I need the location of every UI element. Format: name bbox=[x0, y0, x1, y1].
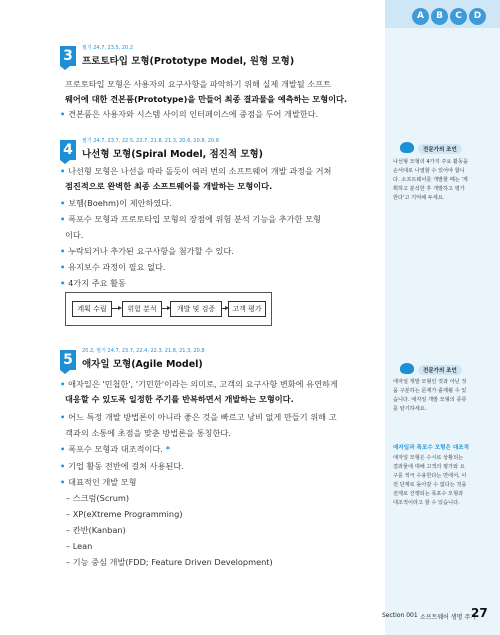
footer-section-label: Section 001 bbox=[382, 612, 418, 619]
diagram-step-development: 개발 및 검증 bbox=[170, 301, 222, 317]
expert-avatar-icon bbox=[400, 363, 414, 374]
tab-c: C bbox=[450, 8, 467, 25]
dev-model-item: – 칸반(Kanban) bbox=[66, 525, 126, 535]
section-3-number: 3 bbox=[60, 46, 76, 66]
diagram-step-planning: 계획 수립 bbox=[72, 301, 112, 317]
note-3-heading: 애자일과 폭포수 모형은 대조적 bbox=[393, 445, 470, 451]
section-3-exam-history: 필기 24.7, 23.5, 20.2 bbox=[82, 45, 134, 51]
dev-model-item: – 기능 중심 개발(FDD; Feature Driven Development) bbox=[66, 557, 273, 567]
section-4-bullet-5: • 유지보수 과정이 필요 없다. bbox=[60, 262, 166, 272]
diagram-step-evaluation: 고객 평가 bbox=[228, 301, 266, 317]
section-4-bullet-3: • 폭포수 모형과 프로토타입 모형의 장점에 위험 분석 기능을 추가한 모형 bbox=[60, 214, 321, 224]
section-5-bullet-5: • 대표적인 개발 모형 bbox=[60, 477, 137, 487]
section-4-exam-history: 필기 24.7, 23.7, 22.5, 22.7, 21.8, 21.3, 20.6, 20.8, 20.8 bbox=[82, 138, 219, 144]
section-5-bullet-2-cont: 객과의 소통에 초점을 맞춘 방법론을 통칭한다. bbox=[65, 428, 231, 438]
diagram-arrow bbox=[221, 308, 227, 309]
dev-model-item: – Lean bbox=[66, 541, 93, 551]
diagram-step-risk-analysis: 위험 분석 bbox=[122, 301, 162, 317]
diagram-arrow bbox=[111, 308, 120, 309]
section-4-bullet-4: • 누락되거나 추가된 요구사항을 첨가할 수 있다. bbox=[60, 246, 234, 256]
section-5-bullet-1-cont: 대응할 수 있도록 일정한 주기를 반복하면서 개발하는 모형이다. bbox=[65, 394, 294, 404]
section-3-bullet-1: • 견본품은 사용자와 시스템 사이의 인터페이스에 중점을 두어 개발한다. bbox=[60, 109, 319, 119]
section-5-bullet-2: • 어느 특정 개발 방법론이 아니라 좋은 것을 빠르고 낭비 없게 만들기 위해 고 bbox=[60, 412, 337, 422]
section-4-title: 나선형 모형(Spiral Model, 점진적 모형) bbox=[82, 149, 264, 160]
note-1-text: 나선형 모형의 4가지 주요 활동을 순서대로 나열할 수 있어야 합니 다. 소프트웨어를 개발할 때는 '계 획하고 분석한 후 개발하고 평가 한다'고 기억해 두세요. bbox=[393, 159, 469, 201]
section-3-paragraph-line-1: 프로토타입 모형은 사용자의 요구사항을 파악하기 위해 실제 개발될 소프트 bbox=[65, 79, 332, 89]
tab-b: B bbox=[431, 8, 448, 25]
section-4-bullet-1: • 나선형 모형은 나선을 따라 돌듯이 여러 번의 소프트웨어 개발 과정을 거쳐 bbox=[60, 166, 332, 176]
sidebar-panel bbox=[385, 0, 500, 635]
dev-model-item: – 스크럼(Scrum) bbox=[66, 493, 130, 503]
section-3-paragraph-line-2: 웨어에 대한 견본품(Prototype)을 만들어 최종 결과물을 예측하는 모형이다. bbox=[65, 94, 348, 104]
section-4-bullet-3-cont: 이다. bbox=[65, 230, 84, 240]
tab-d: D bbox=[469, 8, 486, 25]
dev-model-item: – XP(eXtreme Programming) bbox=[66, 509, 183, 519]
note-2-text: 애자일 개발 모형인 것과 아닌 것 을 구분하는 문제가 출제될 수 있 습니다. 애자일 개발 모형의 종류 를 암기하세요. bbox=[393, 379, 467, 412]
section-5-bullet-4: • 기업 활동 전반에 걸쳐 사용된다. bbox=[60, 461, 184, 471]
note-1-heading: 전문가의 조언 bbox=[418, 144, 462, 154]
page-number: 27 bbox=[471, 606, 488, 620]
spiral-activities-diagram bbox=[65, 292, 272, 326]
expert-avatar-icon bbox=[400, 142, 414, 153]
section-5-bullet-1: • 애자일은 '민첩한', '기민한'이라는 의미로, 고객의 요구사항 변화에 유연하게 bbox=[60, 379, 338, 389]
section-5-bullet-3: • 폭포수 모형과 대조적이다. * bbox=[60, 444, 171, 454]
tab-a: A bbox=[412, 8, 429, 25]
section-4-bullet-6: • 4가지 주요 활동 bbox=[60, 278, 126, 288]
section-5-number: 5 bbox=[60, 350, 76, 370]
section-3-title: 프로토타입 모형(Prototype Model, 원형 모형) bbox=[82, 56, 295, 67]
section-4-number: 4 bbox=[60, 140, 76, 160]
diagram-arrow bbox=[161, 308, 169, 309]
section-4-bullet-2: • 보헴(Boehm)이 제안하였다. bbox=[60, 198, 172, 208]
section-5-title: 애자일 모형(Agile Model) bbox=[82, 359, 203, 370]
section-4-bullet-1-cont: 점진적으로 완벽한 최종 소프트웨어를 개발하는 모형이다. bbox=[65, 181, 273, 191]
footer-section-name: 소프트웨어 생명 주기 bbox=[420, 614, 476, 621]
note-2-heading: 전문가의 조언 bbox=[418, 365, 462, 375]
section-5-exam-history: 20.2, 필기 24.7, 23.7, 22.4, 22.3, 21.8, 21.3, 20.8 bbox=[82, 348, 205, 354]
note-3-text: 애자일 모형은 수시로 상황되는 결과물에 대해 고객의 평가와 요 구를 적극 수용한다는 면에서, 이 전 단계로 돌아갈 수 없다는 것을 전제로 진행되는 폭포수 모형과 대조적이라고 할 수 있습니다. bbox=[393, 455, 467, 506]
